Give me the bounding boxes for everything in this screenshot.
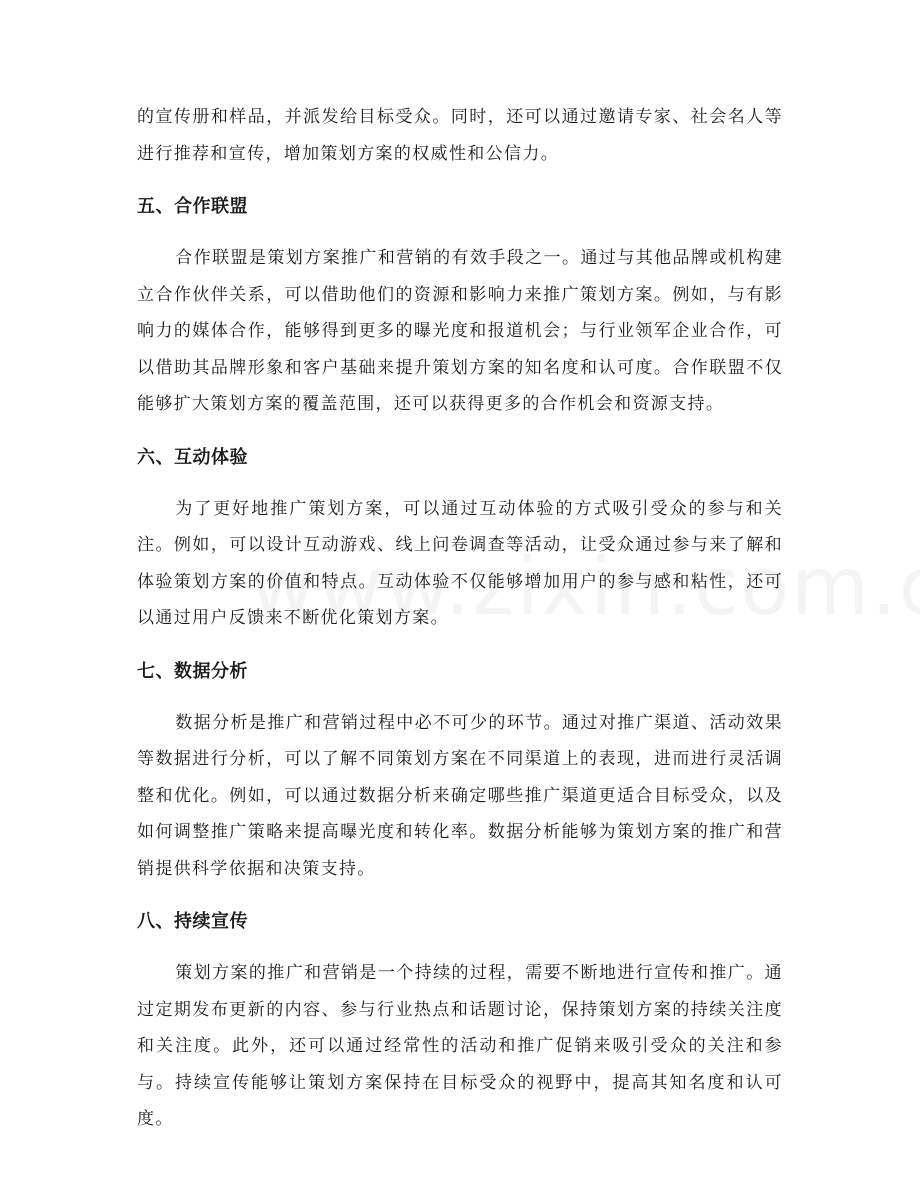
- section-body-data-analysis: 数据分析是推广和营销过程中必不可少的环节。通过对推广渠道、活动效果等数据进行分析，可以了解不同策划方案在不同渠道上的表现，进而进行灵活调整和优化。例如，可以通过数据分析来确定哪些推广渠道更适合目标受众，以及如何调整推广策略来提高曝光度和转化率。数据分析能够为策划方案的推广和营销提供科学依据和决策支持。: [137, 712, 783, 879]
- intro-paragraph: 的宣传册和样品，并派发给目标受众。同时，还可以通过邀请专家、社会名人等进行推荐和宣传，增加策划方案的权威性和公信力。: [137, 107, 783, 164]
- section-heading-data-analysis: 七、数据分析: [137, 660, 248, 682]
- section-heading-continuous-promo: 八、持续宣传: [137, 911, 248, 932]
- section-heading-interactive: 六、互动体验: [137, 446, 248, 468]
- document-body: [137, 99, 783, 1138]
- section-body-interactive: 为了更好地推广策划方案，可以通过互动体验的方式吸引受众的参与和关注。例如，可以设计互动游戏、线上问卷调查等活动，让受众通过参与来了解和体验策划方案的价值和特点。互动体验不仅能够增加用户的参与感和粘性，还可以通过用户反馈来不断优化策划方案。: [137, 498, 783, 628]
- section-heading-cooperation: 五、合作联盟: [137, 196, 248, 217]
- section-body-cooperation: 合作联盟是策划方案推广和营销的有效手段之一。通过与其他品牌或机构建立合作伙伴关系，可以借助他们的资源和影响力来推广策划方案。例如，与有影响力的媒体合作，能够得到更多的曝光度和报道机会；与行业领军企业合作，可以借助其品牌形象和客户基础来提升策划方案的知名度和认可度。合作联盟不仅能够扩大策划方案的覆盖范围，还可以获得更多的合作机会和资源支持。: [137, 248, 783, 414]
- section-body-continuous-promo: 策划方案的推广和营销是一个持续的过程，需要不断地进行宣传和推广。通过定期发布更新的内容、参与行业热点和话题讨论，保持策划方案的持续关注度和关注度。此外，还可以通过经常性的活动和推广促销来吸引受众的关注和参与。持续宣传能够让策划方案保持在目标受众的视野中，提高其知名度和认可度。: [137, 963, 783, 1129]
